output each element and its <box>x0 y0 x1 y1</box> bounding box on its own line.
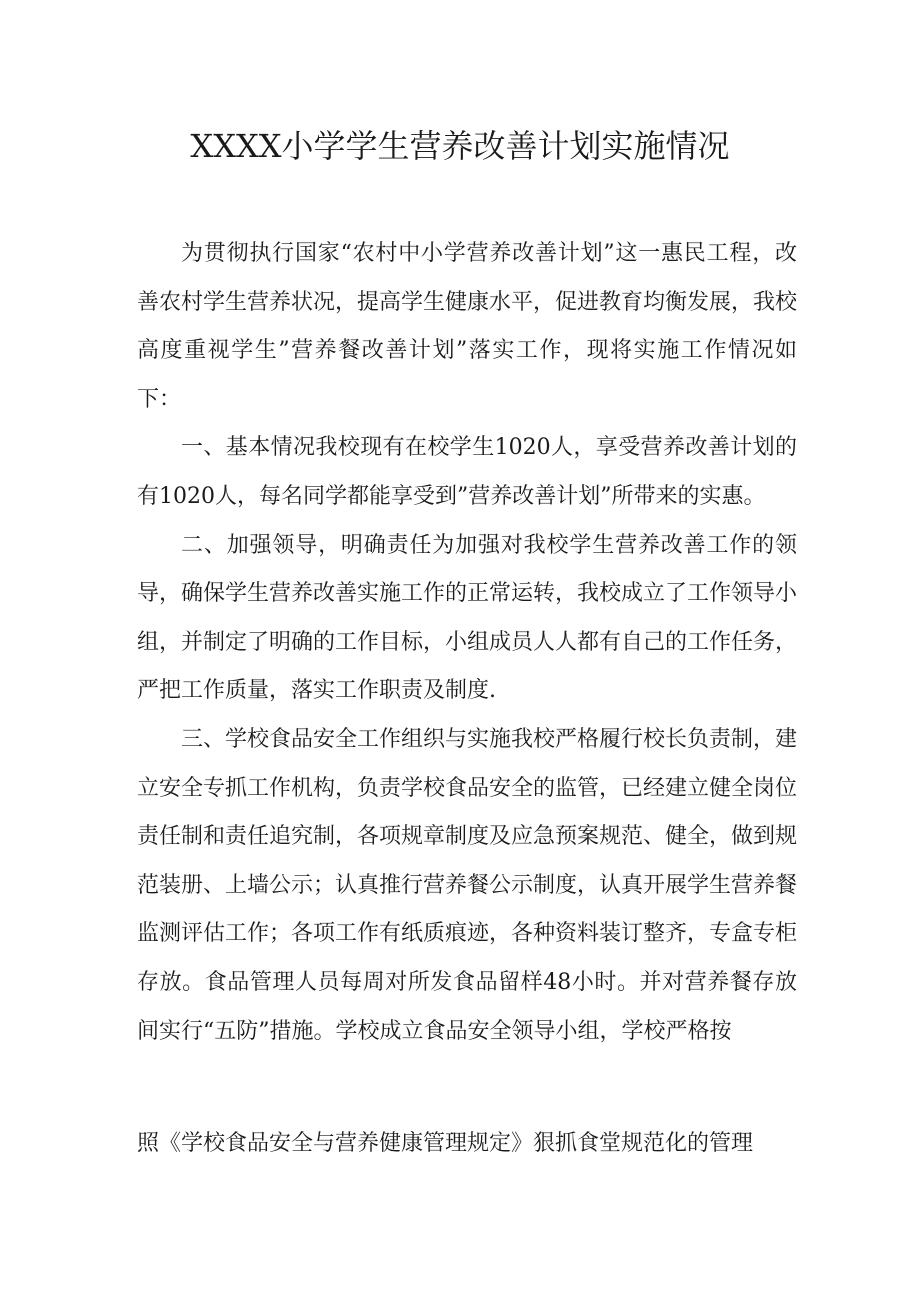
document-body <box>137 230 797 1056</box>
continuation-paragraph: 照《学校食品安全与营养健康管理规定》狠抓食堂规范化的管理 <box>137 1131 754 1156</box>
basic-situation-paragraph: 一、基本情况我校现有在校学生1020人，享受营养改善计划的有1020人，每名同学都能享受到”营养改善计划”所带来的实惠。 <box>137 435 797 509</box>
leadership-paragraph: 二、加强领导，明确责任为加强对我校学生营养改善工作的领导，确保学生营养改善实施工作的正常运转，我校成立了工作领导小组，并制定了明确的工作目标，小组成员人人都有自己的工作任务，严把工作质量，落实工作职责及制度. <box>137 532 798 704</box>
intro-paragraph: 为贯彻执行国家“农村中小学营养改善计划”这一惠民工程，改善农村学生营养状况，提高学生健康水平，促进教育均衡发展，我校高度重视学生”营养餐改善计划”落实工作，现将实施工作情况如下： <box>137 241 798 412</box>
document-title: XXXX小学学生营养改善计划实施情况 <box>190 127 730 165</box>
food-safety-paragraph: 三、学校食品安全工作组织与实施我校严格履行校长负责制，建立安全专抓工作机构，负责学校食品安全的监管，已经建立健全岗位责任制和责任追究制，各项规章制度及应急预案规范、健全，做到规范装册、上墙公示；认真推行营养餐公示制度，认真开展学生营养餐监测评估工作；各项工作有纸质痕迹，各种资料装订整齐，专盒专柜存放。食品管理人员每周对所发食品留样48小时。并对营养餐存放间实行“五防”措施。学校成立食品安全领导小组，学校严格按 <box>137 726 798 1044</box>
